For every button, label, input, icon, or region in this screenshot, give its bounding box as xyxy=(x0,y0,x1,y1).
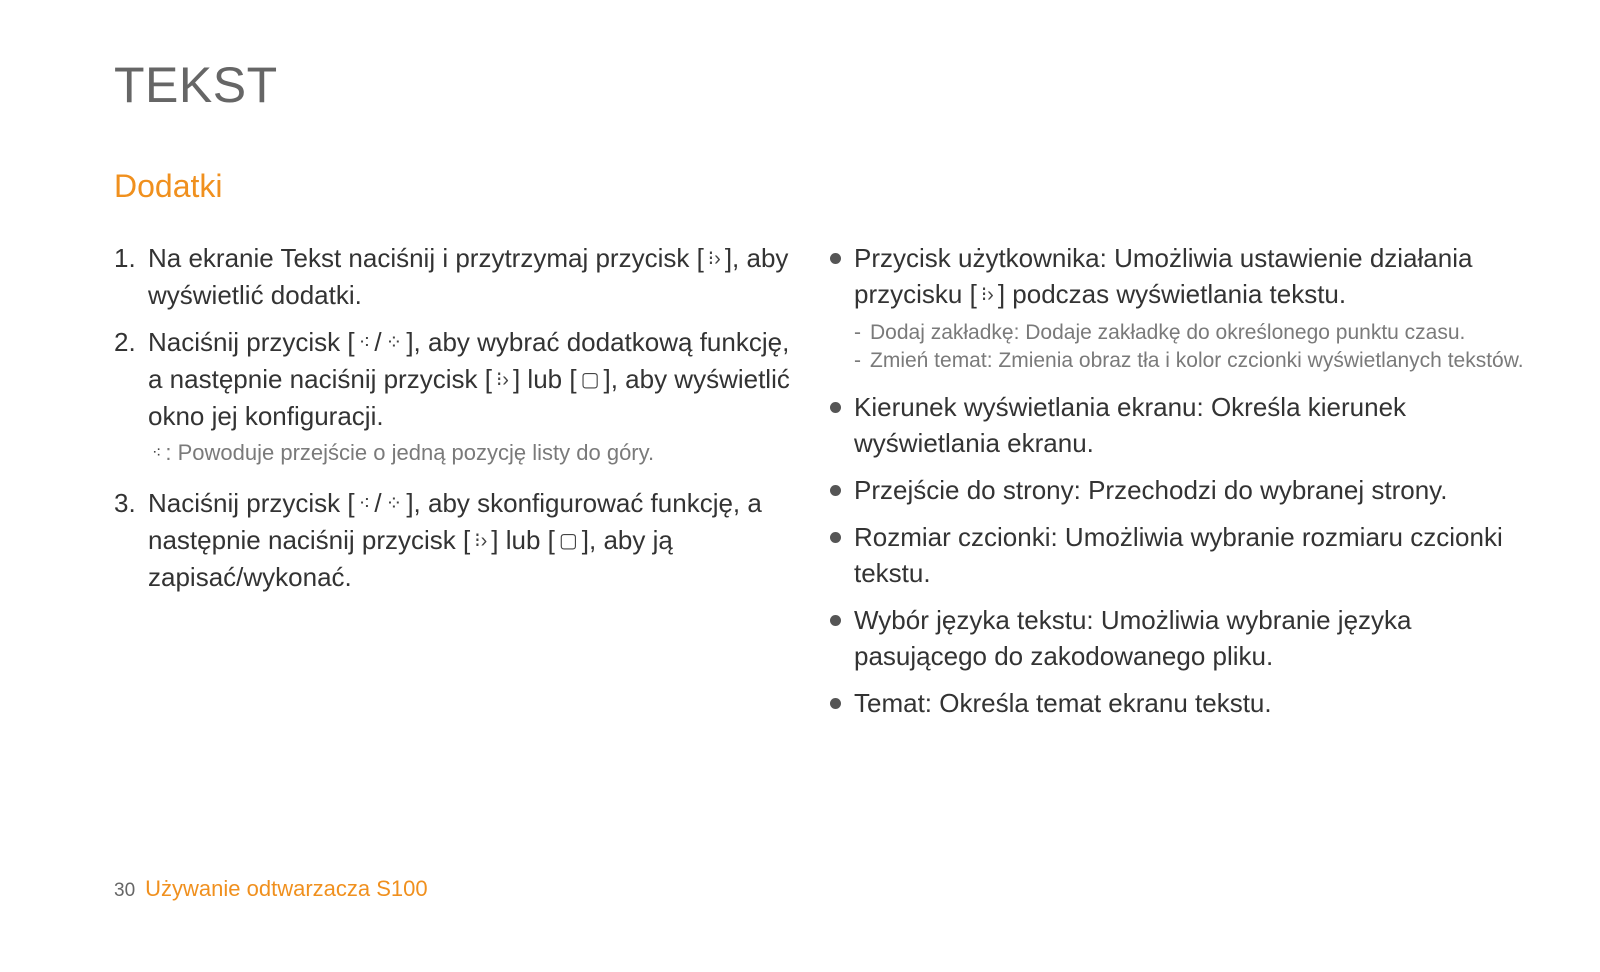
ok-key-icon: ▢ xyxy=(558,530,578,552)
up-key-icon: ⁖ xyxy=(358,493,371,515)
step-number: 3. xyxy=(114,488,136,518)
footer-label: Używanie odtwarzacza S100 xyxy=(145,876,428,901)
step-text: ], aby wybrać dodatkową funkcję, a następnie naciśnij przycisk [ xyxy=(148,327,790,394)
step-text: ], aby wyświetlić okno jej konfiguracji. xyxy=(148,364,790,431)
subitem-text: Zmień temat: Zmienia obraz tła i kolor czcionki wyświetlanych tekstów. xyxy=(870,349,1524,372)
subitem-text: Dodaj zakładkę: Dodaje zakładkę do określonego punktu czasu. xyxy=(870,321,1466,344)
right-key-icon: ⁝› xyxy=(707,248,721,270)
ok-key-icon: ▢ xyxy=(580,369,600,391)
option-text: Temat: Określa temat ekranu tekstu. xyxy=(854,688,1272,718)
bullet-icon xyxy=(830,485,841,496)
bullet-icon xyxy=(830,402,841,413)
subitem-add-bookmark xyxy=(854,319,1530,347)
dash-icon: - xyxy=(854,321,861,344)
option-text: Rozmiar czcionki: Umożliwia wybranie rozmiaru czcionki tekstu. xyxy=(854,522,1503,588)
down-key-icon: ⁘ xyxy=(385,332,403,354)
page-number: 30 xyxy=(114,880,136,901)
step-note xyxy=(148,438,794,469)
step-text: ], aby ją zapisać/wykonać. xyxy=(148,525,673,592)
right-key-icon: ⁝› xyxy=(980,284,994,306)
right-key-icon: ⁝› xyxy=(495,369,509,391)
page-footer xyxy=(114,876,428,902)
option-text: Przycisk użytkownika: Umożliwia ustawienie działania przycisku [ xyxy=(854,243,1473,309)
option-subitems xyxy=(854,319,1530,375)
bullet-icon xyxy=(830,698,841,709)
step-separator: / xyxy=(374,327,382,357)
step-text: Na ekranie Tekst naciśnij i przytrzymaj przycisk [ xyxy=(148,243,704,273)
right-key-icon: ⁝› xyxy=(474,530,488,552)
steps-column xyxy=(114,240,794,606)
bullet-icon xyxy=(830,253,841,264)
option-text: Wybór języka tekstu: Umożliwia wybranie języka pasującego do zakodowanego pliku. xyxy=(854,605,1412,671)
step-text: ] lub [ xyxy=(512,364,577,394)
section-title: Dodatki xyxy=(114,168,223,204)
page-title: TEKST xyxy=(114,57,278,113)
step-separator: / xyxy=(374,488,382,518)
bullet-icon xyxy=(830,532,841,543)
step-number: 1. xyxy=(114,243,136,273)
option-text: Kierunek wyświetlania ekranu: Określa kierunek wyświetlania ekranu. xyxy=(854,392,1407,458)
option-text-language xyxy=(830,602,1530,674)
option-user-button xyxy=(830,240,1530,375)
step-note-text: : Powoduje przejście o jedną pozycję listy do góry. xyxy=(165,440,655,465)
step-1 xyxy=(114,240,794,313)
options-column xyxy=(830,240,1530,732)
option-screen-direction xyxy=(830,389,1530,461)
option-text: Przejście do strony: Przechodzi do wybranej strony. xyxy=(854,475,1448,505)
subitem-change-theme xyxy=(854,347,1530,375)
option-theme xyxy=(830,685,1530,721)
option-text: ] podczas wyświetlania tekstu. xyxy=(997,279,1347,309)
step-text: ], aby skonfigurować funkcję, a następnie naciśnij przycisk [ xyxy=(148,488,762,555)
dash-icon: - xyxy=(854,349,861,372)
step-text: Naciśnij przycisk [ xyxy=(148,488,355,518)
option-go-to-page xyxy=(830,472,1530,508)
up-key-icon: ⁖ xyxy=(358,332,371,354)
up-small-icon: ⁖ xyxy=(152,445,162,462)
down-key-icon: ⁘ xyxy=(385,493,403,515)
step-text: Naciśnij przycisk [ xyxy=(148,327,355,357)
step-number: 2. xyxy=(114,327,136,357)
step-3 xyxy=(114,485,794,595)
bullet-icon xyxy=(830,615,841,626)
step-2 xyxy=(114,324,794,469)
step-text: ] lub [ xyxy=(491,525,555,555)
option-font-size xyxy=(830,519,1530,591)
step-text: ], aby wyświetlić dodatki. xyxy=(148,243,789,310)
